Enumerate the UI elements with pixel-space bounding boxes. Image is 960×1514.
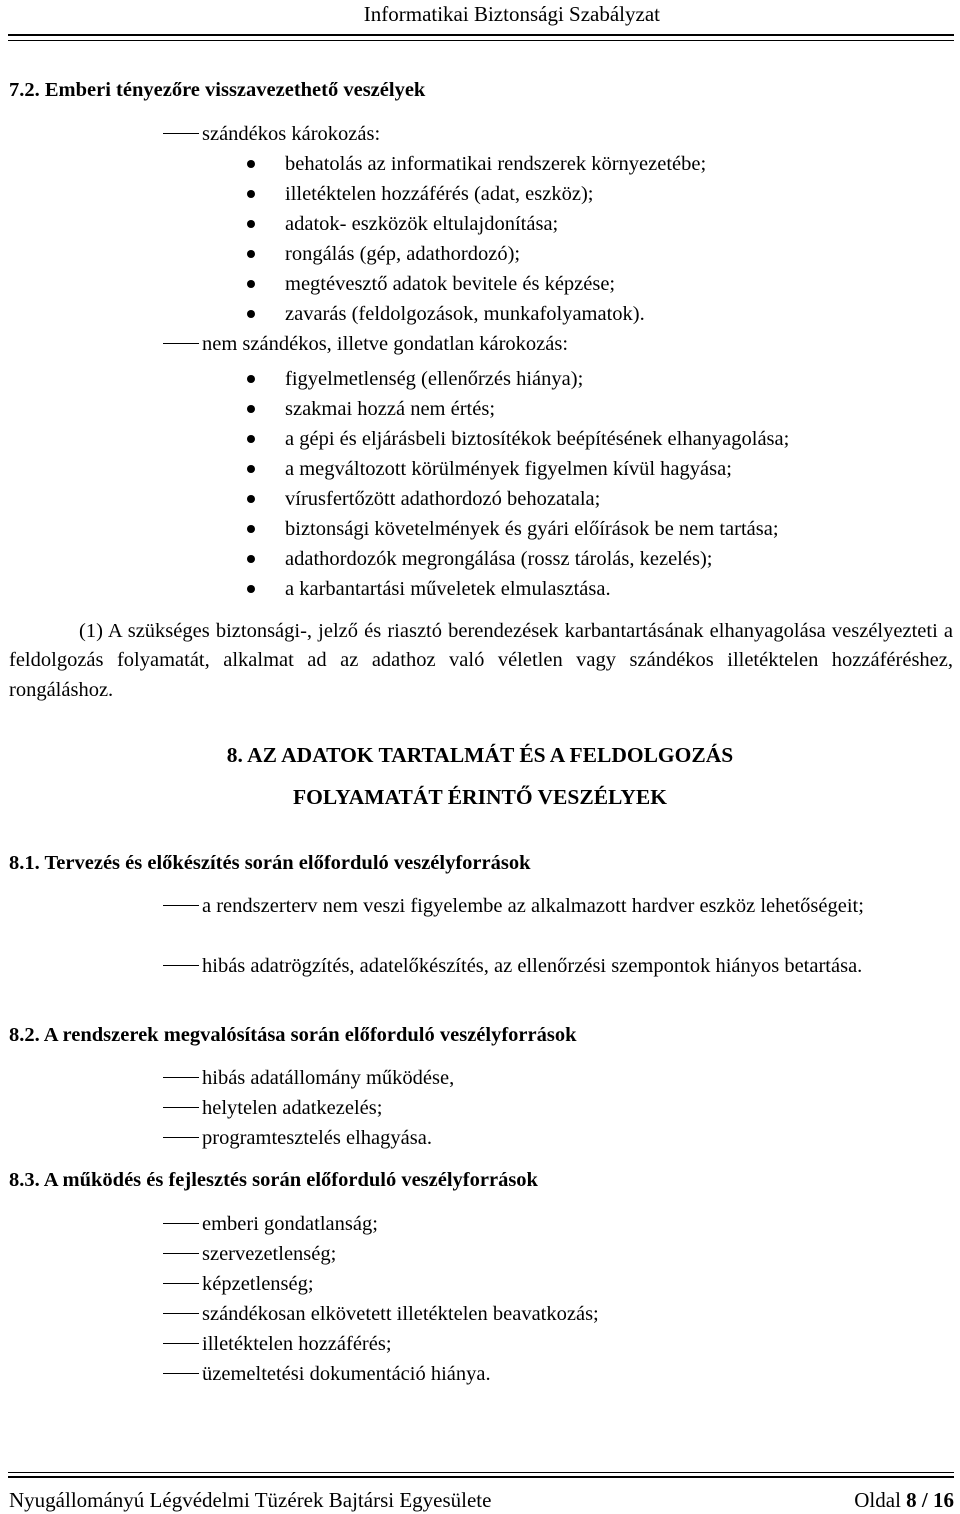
- dash-bullet-icon: [163, 1137, 199, 1138]
- section-8-3-heading: 8.3. A működés és fejlesztés során előforduló veszélyforrások: [9, 1169, 538, 1191]
- section-8-1-heading: 8.1. Tervezés és előkészítés során előforduló veszélyforrások: [9, 852, 531, 874]
- list-item: rongálás (gép, adathordozó);: [285, 243, 521, 265]
- list-item: üzemeltetési dokumentáció hiánya.: [202, 1363, 491, 1385]
- list-item: a rendszerterv nem veszi figyelembe az alkalmazott hardver eszköz lehetőségeit;: [202, 895, 864, 917]
- list-item: illetéktelen hozzáférés (adat, eszköz);: [285, 183, 594, 205]
- page-label: Oldal: [854, 1488, 901, 1512]
- list-item: zavarás (feldolgozások, munkafolyamatok).: [285, 303, 645, 325]
- page-current: 8: [906, 1488, 917, 1512]
- round-bullet-icon: [247, 280, 255, 288]
- group2-title: nem szándékos, illetve gondatlan károkozás:: [202, 333, 569, 355]
- list-item: biztonsági követelmények és gyári előírások be nem tartása;: [285, 518, 779, 540]
- list-item: a megváltozott körülmények figyelmen kívül hagyása;: [285, 458, 732, 480]
- dash-bullet-icon: [163, 343, 199, 344]
- paragraph-1: (1) A szükséges biztonsági-, jelző és riasztó berendezések karbantartásának elhanyagolása veszélyezteti a feldolgozás folyamatát, alkalmat ad az adathoz való véletlen vagy szándékos illetéktelen hozzáféréshez, rongáláshoz.: [9, 620, 953, 701]
- round-bullet-icon: [247, 435, 255, 443]
- round-bullet-icon: [247, 555, 255, 563]
- dash-bullet-icon: [163, 965, 199, 966]
- dash-bullet-icon: [163, 1313, 199, 1314]
- list-item: hibás adatrögzítés, adatelőkészítés, az ellenőrzési szempontok hiányos betartása.: [202, 955, 863, 977]
- header-rule: [8, 34, 954, 36]
- list-item: adathordozók megrongálása (rossz tárolás, kezelés);: [285, 548, 713, 570]
- page-number: [854, 1488, 954, 1513]
- round-bullet-icon: [247, 190, 255, 198]
- dash-bullet-icon: [163, 1077, 199, 1078]
- list-item: képzetlenség;: [202, 1273, 314, 1295]
- list-item: a gépi és eljárásbeli biztosítékok beépítésének elhanyagolása;: [285, 428, 790, 450]
- round-bullet-icon: [247, 160, 255, 168]
- round-bullet-icon: [247, 525, 255, 533]
- dash-bullet-icon: [163, 1107, 199, 1108]
- group1-title: szándékos károkozás:: [202, 123, 381, 145]
- list-item: szervezetlenség;: [202, 1243, 337, 1265]
- list-item: figyelmetlenség (ellenőrzés hiánya);: [285, 368, 584, 390]
- round-bullet-icon: [247, 495, 255, 503]
- list-item: helytelen adatkezelés;: [202, 1097, 383, 1119]
- page-separator: /: [921, 1488, 928, 1512]
- round-bullet-icon: [247, 585, 255, 593]
- round-bullet-icon: [247, 220, 255, 228]
- list-item: hibás adatállomány működése,: [202, 1067, 455, 1089]
- dash-bullet-icon: [163, 905, 199, 906]
- section-8-2-heading: 8.2. A rendszerek megvalósítása során előforduló veszélyforrások: [9, 1024, 577, 1046]
- list-item: adatok- eszközök eltulajdonítása;: [285, 213, 559, 235]
- dash-bullet-icon: [163, 1283, 199, 1284]
- list-item: a karbantartási műveletek elmulasztása.: [285, 578, 611, 600]
- chapter-8-title-line1: 8. AZ ADATOK TARTALMÁT ÉS A FELDOLGOZÁS: [226, 743, 734, 767]
- dash-bullet-icon: [163, 1373, 199, 1374]
- list-item: megtévesztő adatok bevitele és képzése;: [285, 273, 616, 295]
- footer-organization: Nyugállományú Légvédelmi Tüzérek Bajtársi Egyesülete: [9, 1488, 492, 1512]
- round-bullet-icon: [247, 250, 255, 258]
- round-bullet-icon: [247, 405, 255, 413]
- round-bullet-icon: [247, 375, 255, 383]
- list-item: illetéktelen hozzáférés;: [202, 1333, 392, 1355]
- page-total: 16: [933, 1488, 954, 1512]
- dash-bullet-icon: [163, 1343, 199, 1344]
- footer-rule: [8, 1476, 954, 1478]
- dash-bullet-icon: [163, 1223, 199, 1224]
- list-item: emberi gondatlanság;: [202, 1213, 378, 1235]
- round-bullet-icon: [247, 310, 255, 318]
- dash-bullet-icon: [163, 133, 199, 134]
- list-item: szakmai hozzá nem értés;: [285, 398, 496, 420]
- list-item: behatolás az informatikai rendszerek környezetébe;: [285, 153, 707, 175]
- chapter-8-title-line2: FOLYAMATÁT ÉRINTŐ VESZÉLYEK: [293, 785, 667, 809]
- header-rule-thin: [8, 40, 954, 41]
- list-item: vírusfertőzött adathordozó behozatala;: [285, 488, 601, 510]
- round-bullet-icon: [247, 465, 255, 473]
- dash-bullet-icon: [163, 1253, 199, 1254]
- list-item: programtesztelés elhagyása.: [202, 1127, 432, 1149]
- list-item: szándékosan elkövetett illetéktelen beavatkozás;: [202, 1303, 599, 1325]
- section-7-2-heading: 7.2. Emberi tényezőre visszavezethető veszélyek: [9, 79, 426, 101]
- document-header-title: Informatikai Biztonsági Szabályzat: [363, 2, 660, 26]
- footer-rule-thin: [8, 1472, 954, 1473]
